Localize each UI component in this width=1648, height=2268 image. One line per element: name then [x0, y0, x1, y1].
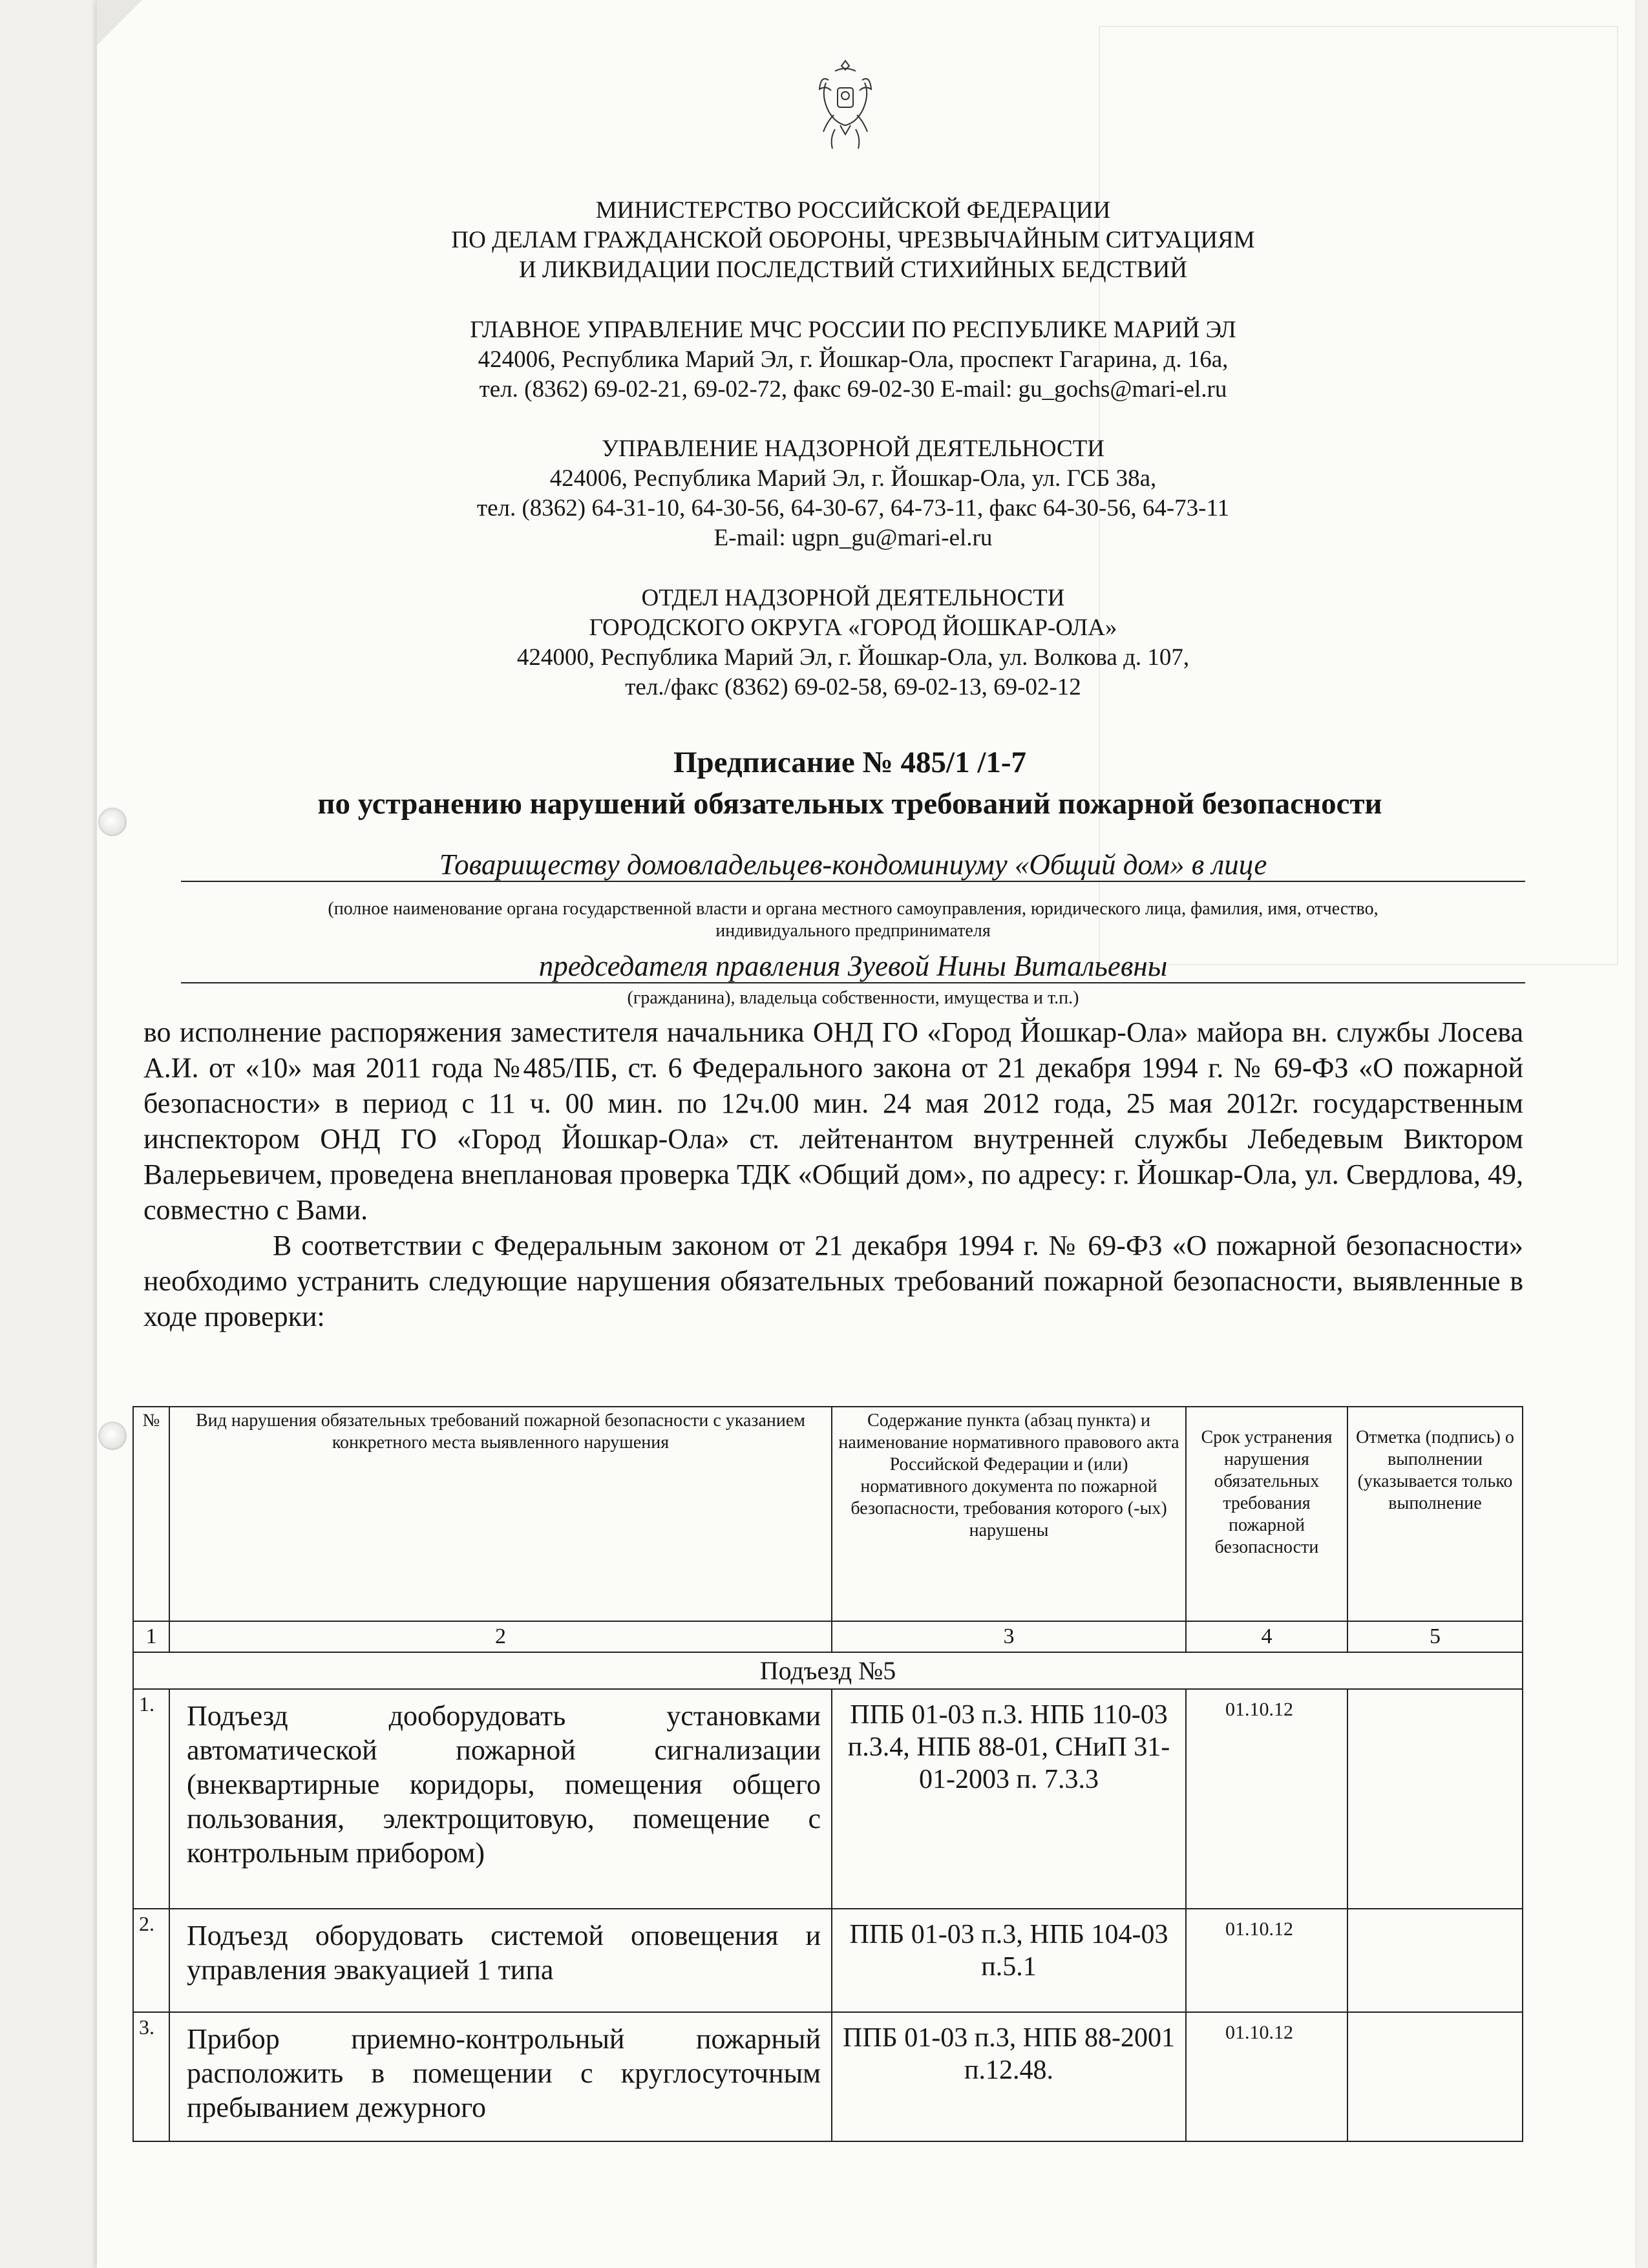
inspection-paragraph: во исполнение распоряжения заместителя начальника ОНД ГО «Город Йошкар-Ола» майора вн. службы Лосева А.И. от «10» мая 2011 года №485/ПБ, ст. 6 Федерального закона от 21 декабря 1994 г. № 69-ФЗ «О пожарной безопасности» в период с 11 ч. 00 мин. по 12ч.00 мин. 24 мая 2012 года, 25 мая 2012г. государственным инспектором ОНД ГО «Город Йошкар-Ола» ст. лейтенантом внутренней службы Лебедевым Виктором Валерьевичем, проведена внеплановая проверка ТДК «Общий дом», по адресу: г. Йошкар-Ола, ул. Свердлова, 49, совместно с Вами. — [143, 1016, 1523, 1226]
row-violation: Прибор приемно-контрольный пожарный расположить в помещении с круглосуточным пребыванием дежурного — [169, 2012, 832, 2141]
city-department-header — [194, 583, 1512, 702]
document-title-block — [155, 742, 1545, 824]
row-deadline: 01.10.12 — [1186, 2012, 1347, 2141]
document-body — [143, 1014, 1523, 1334]
addressee-representative-line: председателя правления Зуевой Нины Витальевны — [181, 950, 1525, 983]
column-number-row — [133, 1621, 1523, 1652]
addressee-line: Товариществу домовладельцев-кондоминиуму «Общий дом» в лице — [181, 848, 1525, 882]
header-cell-violation: Вид нарушения обязательных требований пожарной безопасности с указанием конкретного места выявленного нарушения — [169, 1407, 832, 1621]
header-cell-mark: Отметка (подпись) о выполнении (указывается только выполнение — [1347, 1407, 1523, 1621]
addressee-note-line: индивидуального предпринимателя — [715, 921, 991, 941]
table-row — [133, 1689, 1523, 1909]
coat-of-arms-emblem — [816, 57, 875, 160]
document-title: Предписание № 485/1 /1-7 — [673, 746, 1027, 779]
main-department-contacts: тел. (8362) 69-02-21, 69-02-72, факс 69-02-30 E-mail: gu_gochs@mari-el.ru — [479, 376, 1227, 403]
column-number: 5 — [1347, 1621, 1523, 1652]
addressee-note-line: (полное наименование органа государственной власти и органа местного самоуправления, юридического лица, фамилия, имя, отчество, — [328, 899, 1379, 919]
table-header-row — [133, 1407, 1523, 1621]
punch-hole — [98, 1422, 127, 1450]
row-violation: Подъезд оборудовать системой оповещения и управления эвакуацией 1 типа — [169, 1909, 832, 2012]
column-number: 3 — [832, 1621, 1186, 1652]
ministry-header — [194, 196, 1512, 285]
addressee-note — [181, 898, 1525, 942]
addressee-representative-note — [181, 987, 1525, 1009]
punch-hole — [98, 808, 127, 836]
row-number: 1. — [133, 1689, 169, 1909]
ministry-line: И ЛИКВИДАЦИИ ПОСЛЕДСТВИЙ СТИХИЙНЫХ БЕДСТВИЙ — [518, 257, 1188, 283]
city-department-address: 424000, Республика Марий Эл, г. Йошкар-Ола, ул. Волкова д. 107, — [516, 644, 1190, 671]
row-violation: Подъезд дооборудовать установками автоматической пожарной сигнализации (внеквартирные коридоры, помещения общего пользования, электрощитовую, помещение с контрольным прибором) — [169, 1689, 832, 1909]
ministry-line: МИНИСТЕРСТВО РОССИЙСКОЙ ФЕДЕРАЦИИ — [595, 197, 1111, 224]
supervision-department-name: УПРАВЛЕНИЕ НАДЗОРНОЙ ДЕЯТЕЛЬНОСТИ — [601, 436, 1105, 462]
header-cell-reference: Содержание пункта (абзац пункта) и наименование нормативного правового акта Российской Федерации и (или) нормативного документа по пожарной безопасности, требования которого (-ых) нарушены — [832, 1407, 1186, 1621]
row-reference: ППБ 01-03 п.3, НПБ 88-2001 п.12.48. — [832, 2012, 1186, 2141]
column-number: 2 — [169, 1621, 832, 1652]
header-cell-deadline: Срок устранения нарушения обязательных требования пожарной безопасности — [1186, 1407, 1347, 1621]
city-department-district: ГОРОДСКОГО ОКРУГА «ГОРОД ЙОШКАР-ОЛА» — [589, 614, 1117, 641]
header-cell-number: № — [133, 1407, 169, 1621]
row-reference: ППБ 01-03 п.3. НПБ 110-03 п.3.4, НПБ 88-01, СНиП 31-01-2003 п. 7.3.3 — [832, 1689, 1186, 1909]
column-number: 1 — [133, 1621, 169, 1652]
supervision-department-header — [194, 434, 1512, 553]
row-number: 3. — [133, 2012, 169, 2141]
column-number: 4 — [1186, 1621, 1347, 1652]
city-department-name: ОТДЕЛ НАДЗОРНОЙ ДЕЯТЕЛЬНОСТИ — [641, 585, 1065, 611]
supervision-department-address: 424006, Республика Марий Эл, г. Йошкар-Ола, ул. ГСБ 38а, — [549, 465, 1157, 492]
row-mark — [1347, 1909, 1523, 2012]
city-department-phones: тел./факс (8362) 69-02-58, 69-02-13, 69-02-12 — [625, 674, 1081, 700]
row-mark — [1347, 2012, 1523, 2141]
row-deadline: 01.10.12 — [1186, 1689, 1347, 1909]
main-department-address: 424006, Республика Марий Эл, г. Йошкар-Ола, проспект Гагарина, д. 16а, — [478, 346, 1229, 373]
row-reference: ППБ 01-03 п.3, НПБ 104-03 п.5.1 — [832, 1909, 1186, 2012]
document-subtitle: по устранению нарушений обязательных требований пожарной безопасности — [317, 787, 1382, 821]
ministry-line: ПО ДЕЛАМ ГРАЖДАНСКОЙ ОБОРОНЫ, ЧРЕЗВЫЧАЙНЫМ СИТУАЦИЯМ — [451, 227, 1255, 253]
section-title: Подъезд №5 — [133, 1652, 1523, 1689]
table-row — [133, 2012, 1523, 2141]
row-number: 2. — [133, 1909, 169, 2012]
supervision-department-phones: тел. (8362) 64-31-10, 64-30-56, 64-30-67, 64-73-11, факс 64-30-56, 64-73-11 — [476, 495, 1230, 521]
section-row — [133, 1652, 1523, 1689]
main-department-header — [194, 315, 1512, 404]
folded-corner — [97, 0, 142, 45]
requirement-paragraph: В соответствии с Федеральным законом от 21 декабря 1994 г. № 69-ФЗ «О пожарной безопасности» необходимо устранить следующие нарушения обязательных требований пожарной безопасности, выявленные в ходе проверки: — [143, 1230, 1523, 1332]
row-deadline: 01.10.12 — [1186, 1909, 1347, 2012]
violations-table — [132, 1406, 1523, 2142]
supervision-department-email: E-mail: ugpn_gu@mari-el.ru — [713, 525, 993, 551]
main-department-name: ГЛАВНОЕ УПРАВЛЕНИЕ МЧС РОССИИ ПО РЕСПУБЛИКЕ МАРИЙ ЭЛ — [470, 317, 1236, 343]
table-row — [133, 1909, 1523, 2012]
row-mark — [1347, 1689, 1523, 1909]
addressee-representative-note-text: (гражданина), владельца собственности, имущества и т.п.) — [627, 988, 1079, 1008]
